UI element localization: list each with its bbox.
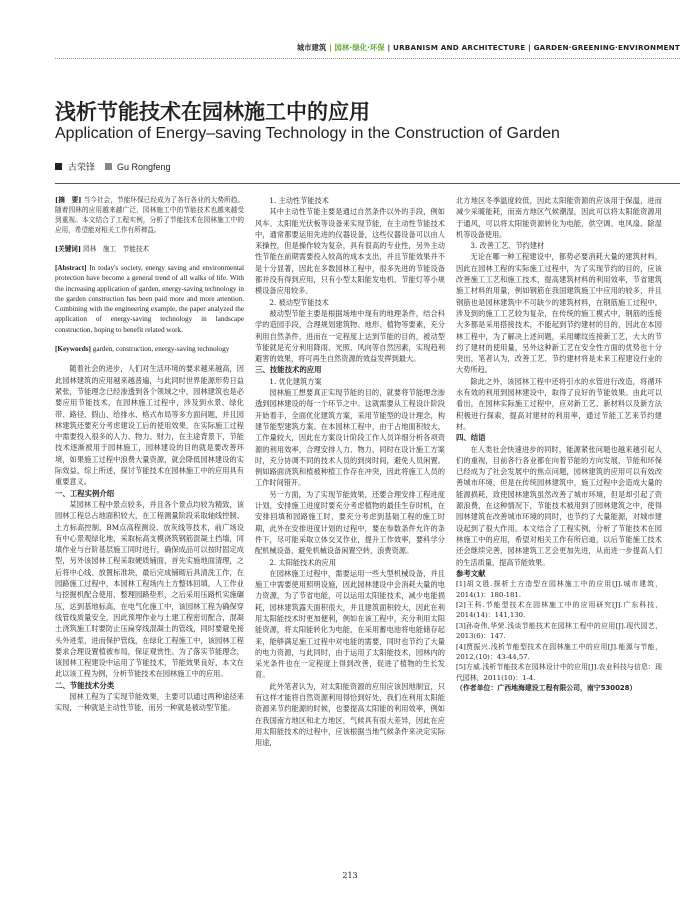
paragraph: 北方地区冬季温度较低，因此太阳能资源的应该用于保温，进而减少采暖能耗，而南方地区气候潮湿，因此可以将太阳能资源用于通风，可以将太阳能资源转化为电能，供空调、电风扇、除湿机等设备使用。 bbox=[456, 196, 662, 239]
reference-item: [1]胡文胜.探析土方造型在园林施工中的应用[J].城市建筑，2014(1)：180-181. bbox=[456, 580, 662, 599]
header-zh: 城市建筑 bbox=[296, 43, 327, 52]
reference-item: [2]王科.节能型技术在园林施工中的应用研究[J].广东科技，2014(14)：141,130. bbox=[456, 600, 662, 620]
keywords-zh-label: [关键词] bbox=[55, 245, 82, 253]
journal-header bbox=[297, 43, 680, 53]
abstract-zh-text: 当今社会，节能环保已经成为了各行各业的大势所趋。随着园林的应用越来越广泛，园林施工中的节能技术也越来越受到重视。本文结合了工程实例，分析了节能技术在园林施工中的应用，希望能对相关工作有所裨益。 bbox=[55, 196, 245, 234]
abstract-en bbox=[55, 263, 244, 335]
header-sep: | bbox=[329, 43, 332, 52]
author-en: Gu Rongfeng bbox=[117, 162, 171, 172]
author-zh: 古荣锋 bbox=[68, 163, 96, 173]
header-en1: URBANISM AND ARCHITECTURE bbox=[393, 43, 526, 52]
keywords-zh-text: 园林 施工 节能技术 bbox=[83, 245, 150, 253]
header-sep-2: | bbox=[387, 43, 391, 52]
section-heading: 四、结语 bbox=[456, 433, 486, 443]
paragraph: 被动型节能主要是根据场地中现有的地理条件，结合科学的造园手段，合理规划建筑物、地形、植物等要素，充分利用自然条件，进而在一定程度上达到节能的目的，被动型节能就是充分利用降雨、光照、风向等自然因素，实现趋利避害的效果，将可再生自然资源的效益发挥到最大。 bbox=[255, 308, 445, 364]
paragraph: 1. 优化建筑方案 bbox=[269, 376, 322, 386]
paragraph: 2. 太阳能技术的应用 bbox=[269, 557, 337, 567]
paragraph: 除此之外，该园林工程中还将引水的水管进行改造，将循环水有效的利用到园林建设中，取得了良好的节能效果。由此可以看出，在园林实际施工过程中，应对新工艺、新材料以及新方法积极进行探索，提高对建材的利用率，通过节能工艺来节约建材。 bbox=[456, 376, 662, 431]
references-heading: 参考文献 bbox=[456, 568, 486, 578]
title-en: Application of Energy–saving Technology in the Construction of Garden bbox=[55, 125, 560, 142]
paragraph: 3. 改善工艺、节约建材 bbox=[470, 241, 545, 251]
header-en2: GARDEN·GREENING·ENVIRONMENT bbox=[533, 43, 680, 52]
title-divider bbox=[55, 183, 680, 184]
title-zh: 浅析节能技术在园林施工中的应用 bbox=[55, 100, 370, 124]
abstract-en-text: In today's society, energy saving and environmental protection have become a general trend of all walks of life. With the increasing application of garden, energy-saving technology in the garden construction has been paid more and more attention. Combining with the engineering example, the paper analyzed the application of energy-saving technology in landscape construction, hoping to benefit related work. bbox=[55, 264, 244, 334]
section-2-paragraph: 园林工程为了实现节能效果，主要可以通过两种途径来实现，一种就是主动性节能，而另一种就是被动型节能。 bbox=[55, 691, 244, 713]
header-divider bbox=[55, 58, 680, 60]
reference-item: [4]贾振兴.浅析节能型技术在园林施工中的应用[J].能源与节能，2012,(10)：43-44,57. bbox=[456, 642, 662, 661]
page-number: 213 bbox=[342, 871, 358, 880]
author-line bbox=[55, 160, 171, 173]
header-green: 园林·绿化·环保 bbox=[334, 43, 385, 52]
keywords-en bbox=[55, 344, 244, 354]
paragraph: 其中主动性节能主要是通过自然条件以外的手段，例如风车、太阳能光伏板等设备来实现节能，在主动性节能技术中，通常都要运用先进的仪器设备，这些仪器设备可以由人来操控，但是操作较为复杂，具有很高的专业性，另外主动性节能在前期需要投入较高的成本支出，并且节能效果并不是十分显著，因此在多数园林工程中，很多先进的节能设备都并没有得到应用，只有小型太阳能发电机、节能灯等小规模设备应用较多。 bbox=[255, 207, 445, 296]
paragraph: 在园林施工过程中，需要运用一些大型机械设备，并且施工中需要使用照明设施，因此园林建设中会消耗大量的电力资源，为了节省电能，可以运用太阳能技术，减少电能损耗，园林建筑露天面积很大，并且建筑面积较大，因此在利用太阳能技术时更加便利，例如在该工程中，充分利用太阳能资源，将太阳能转化为电能，在采用蓄电池将电能储存起来，能够满足施工过程中对电能的需要，同时也节约了大量的电力资源，与此同时，由于运用了太阳能技术，园林内的采光条件也在一定程度上得到改善，促进了植物的生长发育。 bbox=[255, 568, 445, 680]
section-heading-1: 一、工程实例介绍 bbox=[55, 488, 115, 498]
column-1 bbox=[55, 195, 244, 714]
paragraph: 另一方面，为了实现节能效果，还要合理安排工程进度计划，安排施工进度时要充分考虑植物的最佳生存时机，在安排回填和园路施工时，要充分考虑到基础工程的施工时期，此外在安排进度计划的过程中，要在参数条件允许的条件下，尽可能采取立体交叉作业，提升工作效率，要科学分配机械设备，避免机械设备闲置空转，浪费资源。 bbox=[255, 489, 445, 556]
abstract-zh-label: [摘 要] bbox=[55, 196, 82, 204]
abstract-en-label: [Abstract] bbox=[55, 264, 87, 272]
section-heading-2: 二、节能技术分类 bbox=[55, 680, 115, 690]
keywords-en-label: [Keywords] bbox=[55, 345, 91, 354]
abstract-zh bbox=[55, 195, 244, 235]
paragraph: 2. 被动型节能技术 bbox=[269, 297, 329, 307]
author-unit: （作者单位：广西地海建设工程有限公司，南宁530028） bbox=[456, 684, 637, 693]
section-1-paragraph: 某园林工程中景点较多，并且各个景点均较为精致，该园林工程总占地面积较大，在工程测量阶段采取轴线控制、土方标高控制、BM点高程测设、放灰线等技术，前广场设有中心景观绿化地，采取标高支模浇筑钢筋混凝土挡墙，同填作业与台阶基层施工同时进行，确保成品可以按时固定成型，另外该园林工程采取硬质铺面，首先实施地面清理，之后将中心线、放置标准块，最后完成铺砌后具清洗工作，在园路施工过程中，本园林工程场内土方整体回填，人工作业与挖掘机配合使用，整理园路垫形，之后采用压路机实施碾压，达到基地标高，在电气化施工中，该园林工程为确保穿线管线质量安全，因此预埋作业与土建工程密切配合，混凝土浇筑施工时要防止压扁穿线混凝土的管线，同时要避免接头外进浆，进而保护管线，在绿化工程施工中，该园林工程要求合理设置植被布局，保证观赏性。为了落实节能理念，该园林工程建设中运用了节能技术，节能效果良好，本文在此以该工程为例，分析节能技术在园林施工中的应用。 bbox=[55, 499, 244, 679]
column-3 bbox=[456, 195, 662, 694]
paragraph: 无论在哪一种工程建设中，都势必要消耗大量的建筑材料，因此在园林工程的实际施工过程中，为了实现节约的目的，应该改善施工工艺和施工技术，提高建筑材料的利用效率，节省建筑施工材料的用量，例如钢筋在我国建筑施工中应用的较多，并且钢筋也是园林建筑中不可缺少的建筑材料，在钢筋施工过程中，涉及到的施工工艺较为复杂，在传统的施工模式中，钢筋的连接大多都是采用搭接技术，不能起到节约建材的目的，因此在本园林工程中，为了解决上述问题，采用螺纹连接新工艺，大大的节约了建材的使用量，另外这种新工艺在安全性方面的优势也十分突出，笔者认为，改善工艺、节约建材将是未来工程建设行业的大势所趋。 bbox=[456, 252, 662, 375]
keywords-en-text: garden, construction, energy-saving technology bbox=[92, 345, 230, 354]
author-bullet-icon bbox=[55, 163, 62, 170]
keywords-zh bbox=[55, 244, 244, 254]
paragraph: 此外笔者认为，对太阳能资源的应用应该因地制宜，只有这样才能将自然资源利用得恰到好处，我们在利用太阳能资源来节约能源的时候，也要提高太阳能的利用效率，例如在我国南方地区和北方地区，气候具有很大差异，因此在应用太阳能技术的过程中，应该根据当地气候条件来决定实际用途， bbox=[255, 681, 445, 748]
paragraph: 1. 主动性节能技术 bbox=[269, 196, 329, 205]
reference-item: [3]孙奇伟,华荣.浅谈节能技术在园林工程中的应用[J].现代园艺，2013(6)：147. bbox=[456, 621, 662, 641]
paragraph: 在人类社会快速进步的同时，能源紧张问题也越来越引起人们的重视，目前各行各业都在向着节能的方向发展，节能和环保已经成为了社会发展中的焦点问题，园林建筑的应用可以有效改善城市环境，但是在传统园林建筑中，施工过程中会造成大量的能源损耗，致使园林建筑虽然改善了城市环境，但是却引起了资源浪费，在这种情况下，节能技术被用到了园林建筑之中，使得园林建筑在改善城市环境的同时，也节约了大量能源，对城市建设起到了很大作用。本文结合了工程实例，分析了节能技术在园林施工中的应用，希望对相关工作有所启迪，以后节能施工技术还会继续完善，园林建筑工艺会更加先进，从而进一步提高人们的生活质量，提高节能效果。 bbox=[456, 444, 662, 567]
column-2 bbox=[255, 195, 445, 749]
paragraph: 园林施工想要真正实现节能的目的，就要将节能理念渗透到园林建设的每一个环节之中。这就需要从工程设计阶段开始着手，全面优化建筑方案，采用节能型的设计理念，构建节能型建筑方案。在本园林工程中，由于占地面积较大，工作量较大，因此在方案设计阶段工作人员详细分析各项资源的利用效率，合理安排人力、物力，同时在设计施工方案时，充分协调不同的技术人员的到岗时间，避免人员闲置。例如路面浇筑和植被种植工作存在冲突，因此将施工人员的工作时间错开。 bbox=[255, 388, 445, 488]
header-sep-3: | bbox=[528, 43, 531, 52]
intro-paragraph: 随着社会的进步，人们对生活环境的要求越来越高，因此园林建筑的应用越来越普遍，与此同时世界能源形势日益紧张，节能理念已经渗透到各个领域之中，园林建筑也是必要应用节能技术，在园林施工过程中，涉及到水景、绿化带、路径、假山、给排水、格式布局等多方面问题，并且园林建筑还要充分考虑建设工后的使用效果，在实际施工过程中需要投入很多的人力、物力、财力，在主途背景下，节能技术逐渐被用于园林施工，园林建设的目的就是要改善环境，如果施工过程中浪费大量资源，就会降低园林建设的实际效益，综上所述，探讨节能技术在园林施工中的应用具有重要意义。 bbox=[55, 364, 244, 487]
author-bullet-icon-2 bbox=[105, 163, 112, 170]
reference-item: [5]方威.浅析节能技术在园林设计中的应用[J].农业科技与信息：现代园林，2011(10)：1-4. bbox=[456, 663, 662, 682]
section-heading: 三、技能技术的应用 bbox=[255, 365, 322, 375]
